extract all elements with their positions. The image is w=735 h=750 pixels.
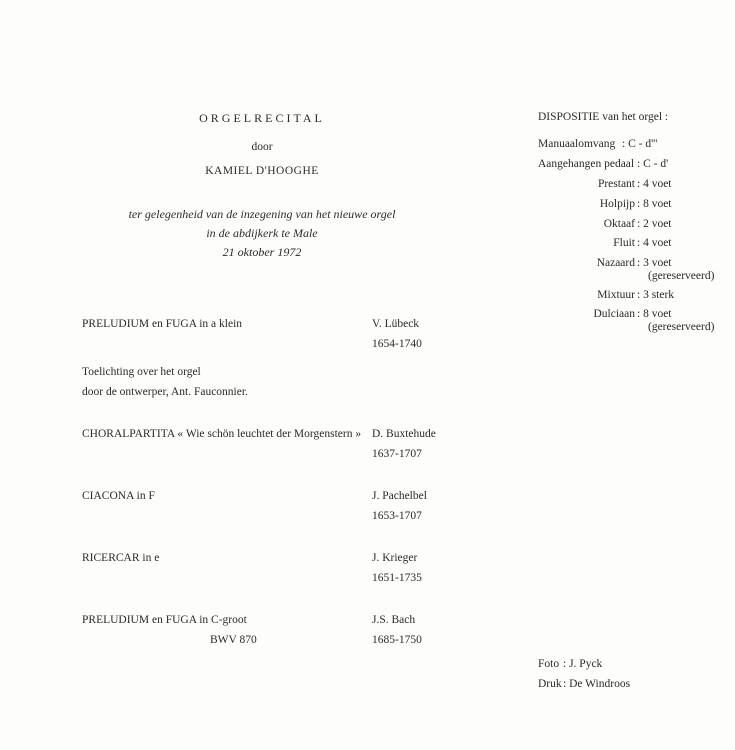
- commentary-line-2: door de ontwerper, Ant. Fauconnier.: [82, 386, 248, 398]
- program-piece-4: RICERCAR in e: [82, 552, 160, 564]
- stop-name: Oktaaf: [603, 218, 635, 230]
- by-line: door: [251, 141, 273, 153]
- program-years-5: 1685-1750: [372, 634, 422, 646]
- stop-value: : 2 voet: [637, 218, 672, 230]
- stop-note: (gereserveerd): [648, 321, 715, 333]
- recital-date: 21 oktober 1972: [222, 245, 302, 259]
- stop-value: : 8 voet: [637, 308, 672, 320]
- program-composer-5: J.S. Bach: [372, 614, 416, 626]
- stop-value: : 3 voet: [637, 257, 672, 269]
- program-years-3: 1653-1707: [372, 510, 422, 522]
- photo-credit-label: Foto: [538, 658, 560, 670]
- occasion-line-1: ter gelegenheid van de inzegening van het nieuwe orgel: [128, 207, 396, 221]
- program-composer-3: J. Pachelbel: [372, 490, 427, 502]
- stop-name: Prestant: [597, 178, 635, 190]
- stop-name: Dulciaan: [593, 308, 635, 320]
- program-piece-2: CHORALPARTITA « Wie schön leuchtet der Morgenstern »: [82, 428, 362, 440]
- recital-title: ORGELRECITAL: [199, 111, 325, 125]
- stop-value: : 3 sterk: [637, 289, 675, 301]
- photo-credit-value: : J. Pyck: [563, 658, 603, 670]
- print-credit-label: Druk: [538, 678, 562, 690]
- program-composer-4: J. Krieger: [372, 552, 418, 564]
- program-composer-1: V. Lübeck: [372, 318, 420, 330]
- stop-value: : 8 voet: [637, 198, 672, 210]
- program-years-2: 1637-1707: [372, 448, 422, 460]
- stop-value: : 4 voet: [637, 178, 672, 190]
- program-years-4: 1651-1735: [372, 572, 422, 584]
- program-catalog-5: BWV 870: [210, 634, 257, 646]
- program-piece-1: PRELUDIUM en FUGA in a klein: [82, 318, 243, 330]
- manual-range-value: : C - d''': [622, 138, 658, 150]
- stop-name: Mixtuur: [597, 289, 635, 301]
- stop-name: Nazaard: [596, 257, 635, 269]
- program-piece-3: CIACONA in F: [82, 490, 155, 502]
- occasion-line-2: in de abdijkerk te Male: [206, 226, 318, 240]
- manual-range-label: Manuaalomvang: [538, 138, 616, 150]
- program-years-1: 1654-1740: [372, 338, 422, 350]
- program-composer-2: D. Buxtehude: [372, 428, 436, 440]
- print-credit-value: : De Windroos: [563, 678, 631, 690]
- pedal-label: Aangehangen pedaal: [538, 158, 635, 170]
- stop-name: Holpijp: [599, 198, 635, 210]
- commentary-line-1: Toelichting over het orgel: [82, 366, 201, 378]
- stop-value: : 4 voet: [637, 237, 672, 249]
- disposition-heading: DISPOSITIE van het orgel :: [538, 111, 669, 123]
- pedal-value: : C - d': [637, 158, 669, 170]
- program-piece-5: PRELUDIUM en FUGA in C-groot: [82, 614, 247, 626]
- performer-name: KAMIEL D'HOOGHE: [205, 165, 319, 177]
- stop-note: (gereserveerd): [648, 270, 715, 282]
- stop-name: Fluit: [613, 237, 635, 249]
